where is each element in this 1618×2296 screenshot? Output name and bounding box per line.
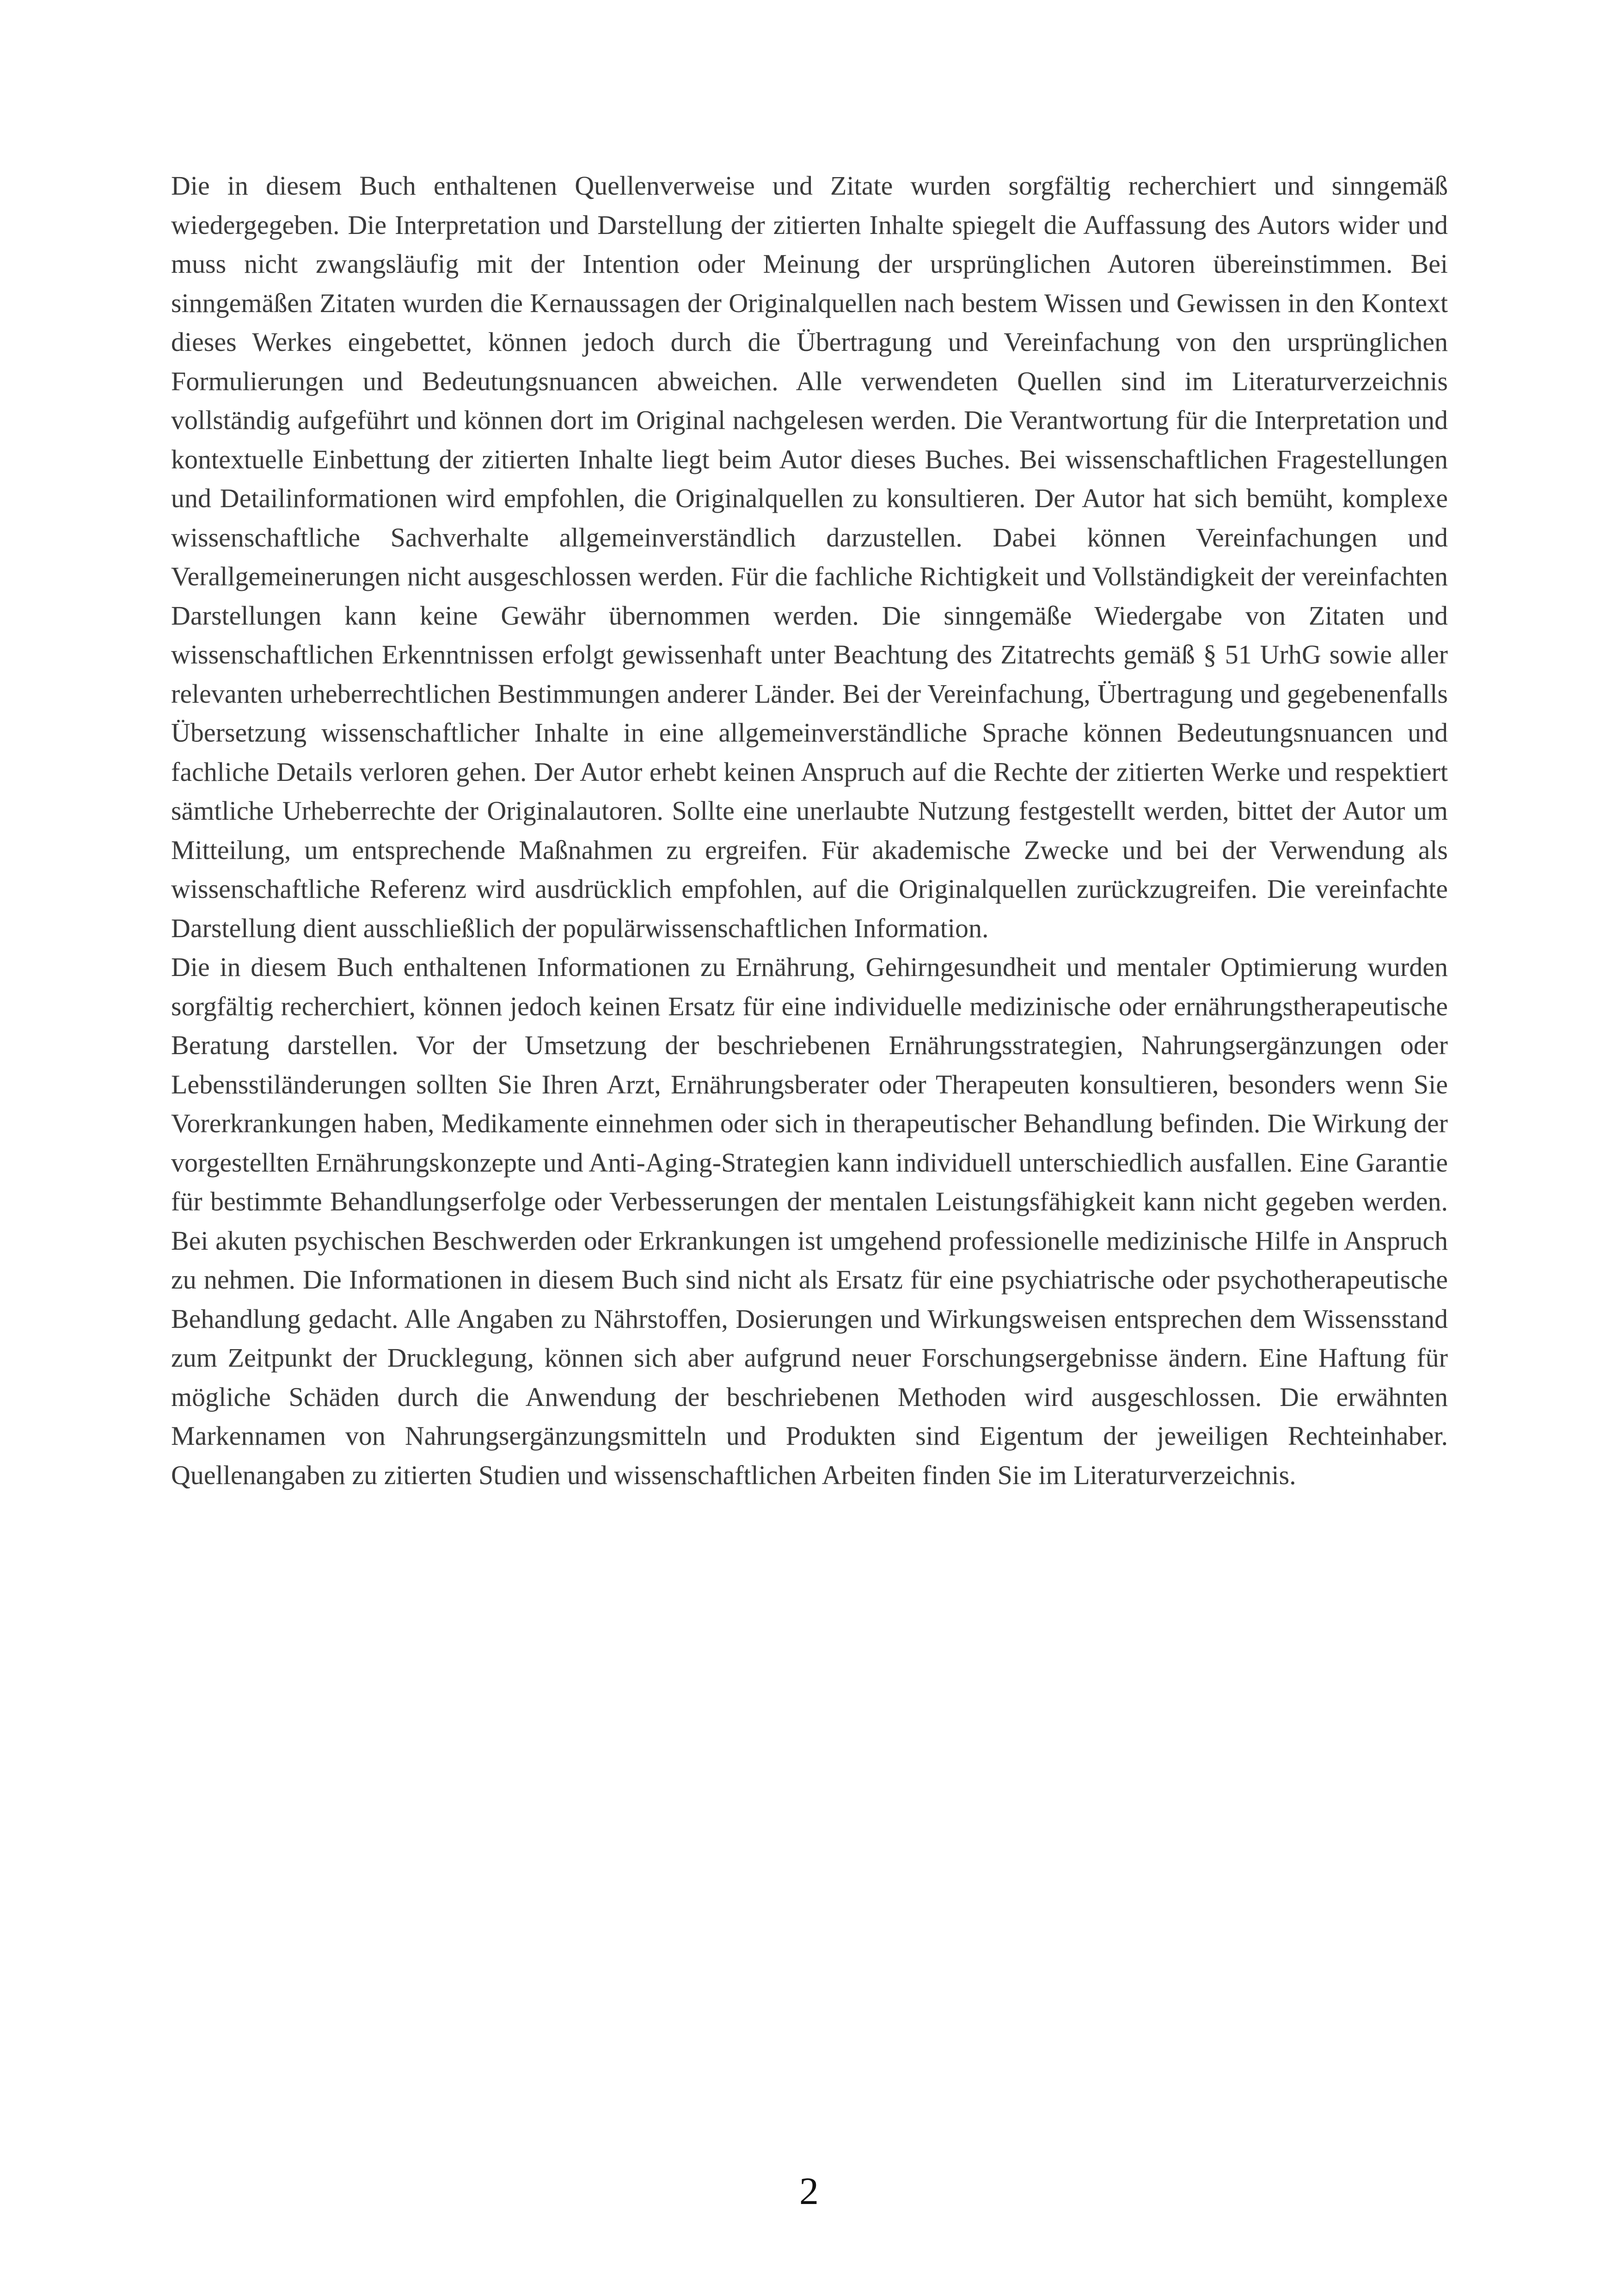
page-number: 2 — [799, 2170, 819, 2213]
paragraph-citation-disclaimer: Die in diesem Buch enthaltenen Quellenverweise und Zitate wurden sorgfältig recherchiert und sinngemäß wiedergegeben. Die Interpretation und Darstellung der zitierten Inhalte spiegelt die Auffassung des Autors wider und muss nicht zwangsläufig mit der Intention oder Meinung der ursprünglichen Autoren übereinstimmen. Bei sinngemäßen Zitaten wurden die Kernaussagen der Originalquellen nach bestem Wissen und Gewissen in den Kontext dieses Werkes eingebettet, können jedoch durch die Übertragung und Vereinfachung von den ursprünglichen Formulierungen und Bedeutungsnuancen abweichen. Alle verwendeten Quellen sind im Literaturverzeichnis vollständig aufgeführt und können dort im Original nachgelesen werden. Die Verantwortung für die Interpretation und kontextuelle Einbettung der zitierten Inhalte liegt beim Autor dieses Buches. Bei wissenschaftlichen Fragestellungen und Detailinformationen wird empfohlen, die Originalquellen zu konsultieren. Der Autor hat sich bemüht, komplexe wissenschaftliche Sachverhalte allgemeinverständlich darzustellen. Dabei können Vereinfachungen und Verallgemeinerungen nicht ausgeschlossen werden. Für die fachliche Richtigkeit und Vollständigkeit der vereinfachten Darstellungen kann keine Gewähr übernommen werden. Die sinngemäße Wiedergabe von Zitaten und wissenschaftlichen Erkenntnissen erfolgt gewissenhaft unter Beachtung des Zitatrechts gemäß § 51 UrhG sowie aller relevanten urheberrechtlichen Bestimmungen anderer Länder. Bei der Vereinfachung, Übertragung und gegebenenfalls Übersetzung wissenschaftlicher Inhalte in eine allgemeinverständliche Sprache können Bedeutungsnuancen und fachliche Details verloren gehen. Der Autor erhebt keinen Anspruch auf die Rechte der zitierten Werke und respektiert sämtliche Urheberrechte der Originalautoren. Sollte eine unerlaubte Nutzung festgestellt werden, bittet der Autor um Mitteilung, um entsprechende Maßnahmen zu ergreifen. Für akademische Zwecke und bei der Verwendung als wissenschaftliche Referenz wird ausdrücklich empfohlen, auf die Originalquellen zurückzugreifen. Die vereinfachte Darstellung dient ausschließlich der populärwissenschaftlichen Information. — [171, 171, 1448, 943]
paragraph-medical-disclaimer: Die in diesem Buch enthaltenen Informationen zu Ernährung, Gehirngesundheit und mentaler Optimierung wurden sorgfältig recherchiert, können jedoch keinen Ersatz für eine individuelle medizinische oder ernährungstherapeutische Beratung darstellen. Vor der Umsetzung der beschriebenen Ernährungsstrategien, Nahrungsergänzungen oder Lebensstiländerungen sollten Sie Ihren Arzt, Ernährungsberater oder Therapeuten konsultieren, besonders wenn Sie Vorerkrankungen haben, Medikamente einnehmen oder sich in therapeutischer Behandlung befinden. Die Wirkung der vorgestellten Ernährungskonzepte und Anti-Aging-Strategien kann individuell unterschiedlich ausfallen. Eine Garantie für bestimmte Behandlungserfolge oder Verbesserungen der mentalen Leistungsfähigkeit kann nicht gegeben werden. Bei akuten psychischen Beschwerden oder Erkrankungen ist umgehend professionelle medizinische Hilfe in Anspruch zu nehmen. Die Informationen in diesem Buch sind nicht als Ersatz für eine psychiatrische oder psychotherapeutische Behandlung gedacht. Alle Angaben zu Nährstoffen, Dosierungen und Wirkungsweisen entsprechen dem Wissensstand zum Zeitpunkt der Drucklegung, können sich aber aufgrund neuer Forschungsergebnisse ändern. Eine Haftung für mögliche Schäden durch die Anwendung der beschriebenen Methoden wird ausgeschlossen. Die erwähnten Markennamen von Nahrungsergänzungsmitteln und Produkten sind Eigentum der jeweiligen Rechteinhaber. Quellenangaben zu zitierten Studien und wissenschaftlichen Arbeiten finden Sie im Literaturverzeichnis. — [171, 952, 1448, 1490]
body-text — [171, 166, 1448, 1495]
